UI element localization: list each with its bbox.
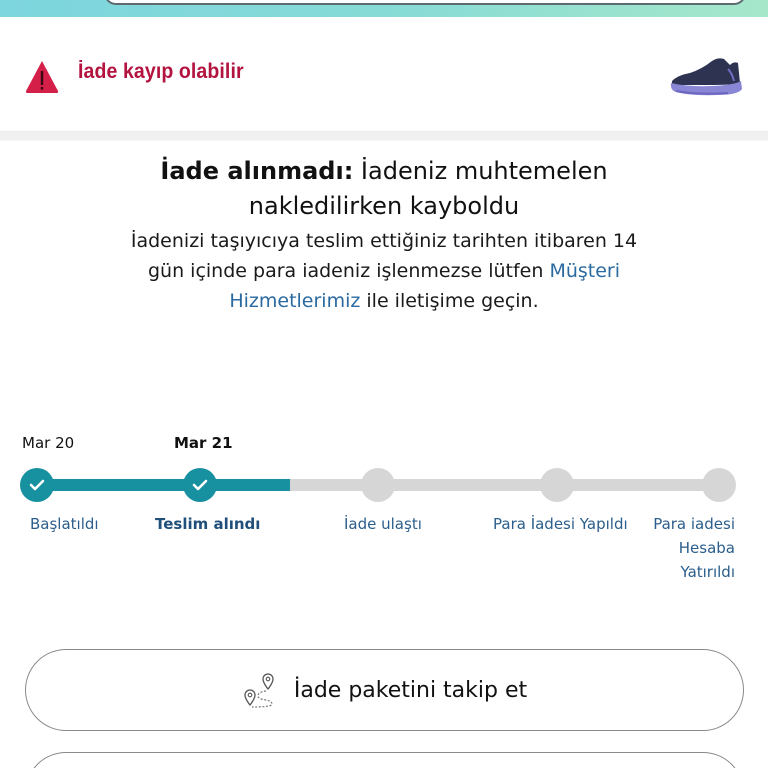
track-button-label: İade paketini takip et	[293, 677, 528, 703]
step-node-completed	[20, 468, 54, 502]
step-node-pending	[702, 468, 736, 502]
progress-track-fill	[37, 479, 290, 491]
step-date: Mar 21	[174, 434, 233, 452]
checkmark-icon	[29, 479, 45, 491]
alert-title: İade kayıp olabilir	[78, 60, 244, 83]
search-bar[interactable]	[104, 0, 746, 5]
return-alert-banner	[0, 17, 768, 131]
description-text-end: ile iletişime geçin.	[360, 290, 539, 312]
step-label-refund-issued: Para İadesi Yapıldı	[493, 515, 628, 533]
return-status-message	[0, 154, 768, 316]
status-headline	[134, 154, 634, 224]
product-image-shoe[interactable]	[668, 55, 744, 99]
step-node-pending	[361, 468, 395, 502]
step-label-started: Başlatıldı	[30, 515, 99, 533]
step-label-refund-credited: Para iadesi Hesaba Yatırıldı	[653, 515, 735, 581]
route-pin-icon	[242, 670, 280, 710]
step-date: Mar 20	[22, 434, 75, 452]
checkmark-icon	[192, 479, 208, 491]
section-divider	[0, 131, 768, 141]
description-text: İadenizi taşıyıcıya teslim ettiğiniz tarihten itibaren 14 gün içinde para iadeniz işlenmezse lütfen	[130, 230, 638, 282]
step-label-arrived: İade ulaştı	[344, 515, 422, 533]
return-progress-tracker	[0, 430, 768, 600]
headline-text: İadeniz muhtemelen nakledilirken kayboldu	[248, 157, 608, 220]
step-label-picked-up: Teslim alındı	[155, 515, 261, 533]
warning-triangle-icon	[24, 59, 60, 95]
secondary-action-button[interactable]	[25, 752, 744, 768]
step-node-pending	[540, 468, 574, 502]
headline-bold: İade alınmadı:	[160, 157, 354, 185]
customer-service-link[interactable]: Müşteri Hizmetlerimiz	[229, 260, 621, 312]
track-return-package-button[interactable]	[25, 649, 744, 731]
step-node-completed	[183, 468, 217, 502]
status-description	[124, 226, 644, 316]
